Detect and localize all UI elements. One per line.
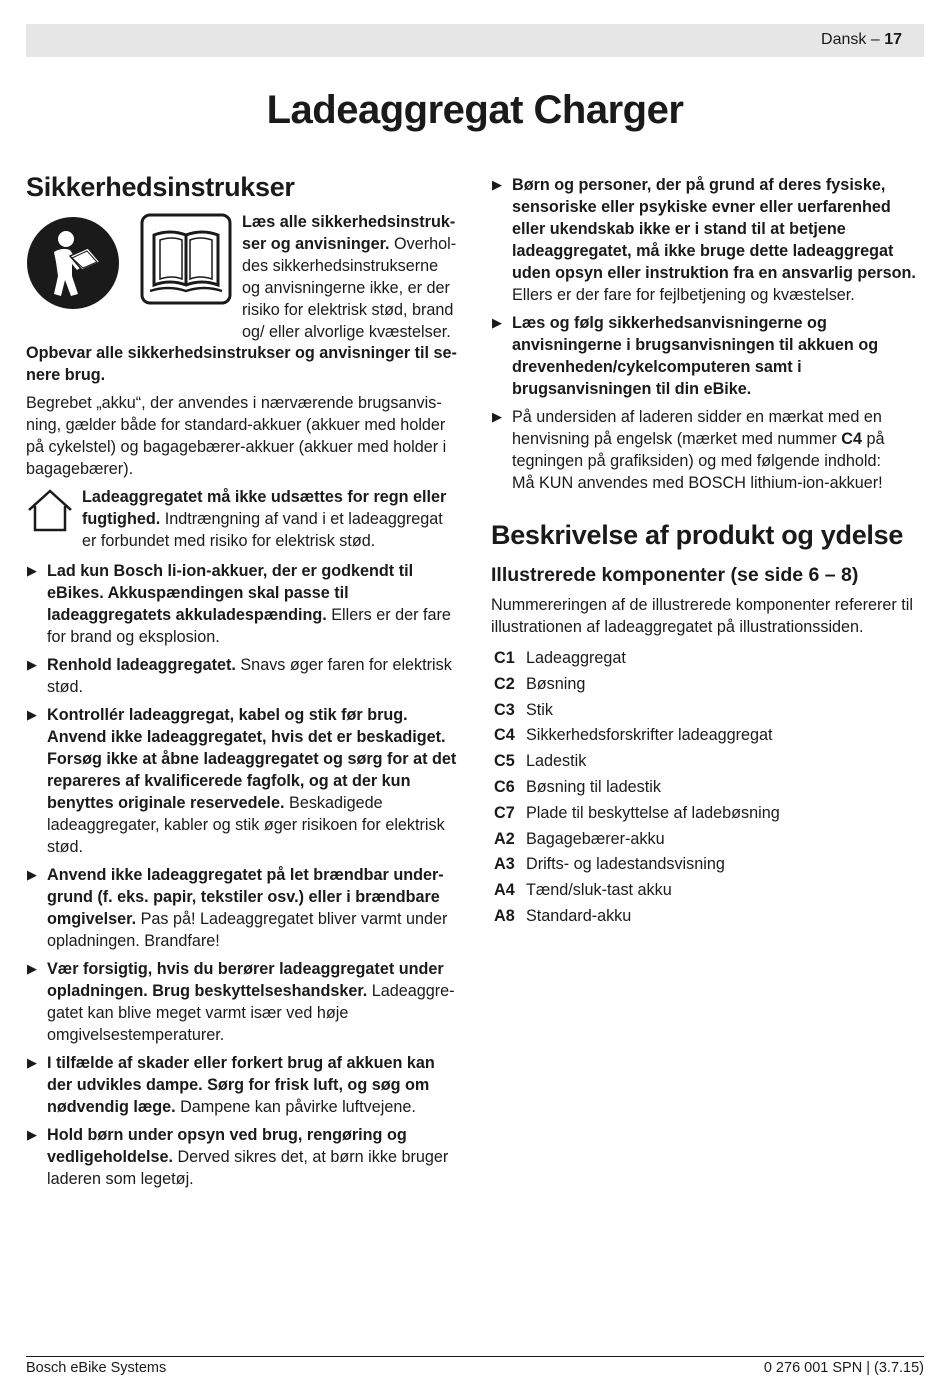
read-manual-icon: [26, 216, 120, 310]
list-item: [26, 704, 460, 858]
label-text-before: På undersiden af laderen sidder en mærkat med en henvisning på engelsk (mærket med nummer: [512, 408, 882, 448]
component-code: C5: [494, 752, 515, 771]
right-column: [491, 174, 925, 930]
bullet-bold: Renhold ladeaggregatet.: [47, 656, 236, 674]
component-code: C4: [494, 726, 515, 745]
component-code: C1: [494, 649, 515, 667]
house-warning-text: Indtrængning af vand i et ladeaggregat er forbundet med risiko for elektrisk stød.: [82, 510, 443, 550]
safety-intro-text: [242, 211, 460, 343]
bullet-arrow-icon: ▶: [27, 707, 37, 722]
footer-left: Bosch eBike Systems: [26, 1360, 167, 1376]
list-item: [491, 904, 925, 930]
page-header: [26, 24, 924, 57]
left-column: [26, 170, 460, 1196]
component-code: A3: [494, 855, 515, 874]
list-item: [491, 723, 925, 749]
bullet-arrow-icon: ▶: [27, 563, 37, 578]
components-list: [491, 646, 925, 930]
bullet-arrow-icon: ▶: [27, 1127, 37, 1142]
components-subheading: Illustrerede komponenter (se side 6 – 8): [491, 564, 859, 586]
bullet-arrow-icon: ▶: [27, 867, 37, 882]
header-language: Dansk: [821, 31, 867, 48]
components-intro: Nummereringen af de illustrerede komponenter refererer til illustrationen af ladeaggregatet på illustrationssiden.: [491, 596, 913, 636]
list-item: [491, 672, 925, 698]
list-item: [491, 852, 925, 878]
component-label: Standard-akku: [526, 906, 632, 925]
label-code: C4: [841, 430, 862, 448]
component-code: C7: [494, 803, 515, 822]
bullet-text: Snavs øger faren for elektrisk stød.: [47, 656, 452, 696]
bullet-arrow-icon: ▶: [27, 1055, 37, 1070]
header-separator: –: [866, 31, 885, 48]
list-item: [491, 878, 925, 904]
intro-bold: Læs alle sikkerhedsinstrukser og anvisninger.: [242, 213, 456, 253]
component-code: A2: [494, 829, 515, 848]
product-description-heading: Beskrivelse af produkt og ydelse: [491, 520, 904, 550]
component-code: A8: [494, 906, 515, 925]
list-item: [26, 958, 460, 1046]
safety-intro-block: [26, 168, 460, 346]
label-text-after: på tegningen på grafiksiden) og med følgende indhold:: [512, 430, 885, 470]
component-label: Bøsning: [526, 674, 586, 693]
component-label: Sikkerhedsforskrifter ladeaggregat: [526, 726, 773, 745]
list-item: [491, 698, 925, 724]
component-code: A4: [494, 881, 515, 900]
bullet-arrow-icon: ▶: [492, 409, 502, 424]
bullet-arrow-icon: ▶: [492, 315, 502, 330]
bullet-text: Ellers er der fare for fejlbetjening og kvæstelser.: [512, 286, 855, 304]
safety-heading: Sikkerhedsinstrukser: [26, 172, 295, 202]
manual-book-icon: [140, 213, 232, 305]
akku-definition: Begrebet „akku“, der anvendes i nærværende brugsanvisning, gælder både for standard-akkuer (akkuer med holder på cykelstel) og bagagebærer-akkuer (akkuer med holder i bagagebærer).: [26, 394, 447, 478]
component-label: Bøsning til ladestik: [526, 777, 661, 796]
indoor-use-warning: [26, 486, 460, 552]
component-label: Ladestik: [526, 752, 587, 771]
list-item: [26, 1052, 460, 1118]
bullet-text: Ladeaggregatet kan blive meget varmt især ved høje omgivelsestemperaturer.: [47, 982, 455, 1044]
list-item: [491, 406, 925, 494]
bullet-text: Pas på! Ladeaggregatet bliver varmt under opladningen. Brandfare!: [47, 910, 448, 950]
bullet-bold: Læs og følg sikkerhedsanvisningerne og anvisningerne i brugsanvisningen til akkuen og drevenheden/cykelcomputeren samt i brugsanvisningen til din eBike.: [512, 314, 879, 398]
bullet-bold: Anvend ikke ladeaggregatet på let brændbar undergrund (f. eks. papir, tekstiler osv.) eller i brændbare omgivelser.: [47, 866, 444, 928]
bullet-bold: Vær forsigtig, hvis du berører ladeaggregatet under opladningen. Brug beskyttelseshandsker.: [47, 960, 444, 1000]
label-line: Må KUN anvendes med BOSCH lithium-ion-akkuer!: [512, 474, 883, 492]
bullet-text: Beskadigede ladeaggregater, kabler og stik øger risikoen for elektrisk stød.: [47, 794, 445, 856]
intro-normal: Overholdes sikkerhedsinstrukserne og anvisningerne ikke, er der risiko for elektrisk stød, brand og/ eller alvorlige kvæstelser.: [242, 235, 457, 341]
component-code: C2: [494, 674, 515, 693]
bullet-arrow-icon: ▶: [27, 961, 37, 976]
bullet-bold: Kontrollér ladeaggregat, kabel og stik før brug. Anvend ikke ladeaggregatet, hvis det er beskadiget. Forsøg ikke at åbne ladeaggregatet og sørg for at det repareres af kvalificerede fagfolk, og at der kun benyttes originale reservedele.: [47, 706, 457, 812]
bullet-bold: Børn og personer, der på grund af deres fysiske, sensoriske eller psykiske evner eller uerfarenhed eller ukendskab ikke er i stand til at betjene ladeaggregatet, må ikke bruge dette ladeaggregat uden opsyn eller instruktion fra en ansvarlig person.: [512, 176, 916, 282]
house-warning-bold: Ladeaggregatet må ikke udsættes for regn eller fugtighed.: [82, 488, 447, 528]
component-code: C6: [494, 777, 515, 796]
component-label: Plade til beskyttelse af ladebøsning: [526, 803, 780, 822]
bullet-arrow-icon: ▶: [492, 177, 502, 192]
bullet-text: Dampene kan påvirke luftvejene.: [175, 1098, 416, 1116]
list-item: [491, 646, 925, 672]
component-label: Ladeaggregat: [526, 649, 626, 667]
page-title: Ladeaggregat Charger: [266, 88, 684, 132]
list-item: [26, 654, 460, 698]
list-item: [491, 174, 925, 306]
bullet-text: Derved sikres det, at børn ikke bruger laderen som legetøj.: [47, 1148, 449, 1188]
component-label: Stik: [526, 700, 553, 719]
footer-divider: [26, 1356, 924, 1357]
bullet-arrow-icon: ▶: [27, 657, 37, 672]
bullet-bold: Lad kun Bosch li-ion-akkuer, der er godkendt til eBikes. Akkuspændingen skal passe til ladeaggregatets akkuladespænding.: [47, 562, 414, 624]
list-item: [491, 801, 925, 827]
footer-right: 0 276 001 SPN | (3.7.15): [763, 1360, 924, 1376]
component-code: C3: [494, 700, 515, 719]
bullet-bold: Hold børn under opsyn ved brug, rengøring og vedligeholdelse.: [47, 1126, 407, 1166]
list-item: [26, 560, 460, 648]
component-label: Tænd/sluk-tast akku: [526, 881, 672, 900]
page-number: 17: [884, 31, 902, 48]
list-item: [491, 312, 925, 400]
list-item: [26, 864, 460, 952]
indoor-use-house-icon: [26, 486, 74, 534]
list-item: [26, 1124, 460, 1190]
left-bullet-list: [26, 560, 460, 1190]
list-item: [491, 749, 925, 775]
keep-instructions: [26, 342, 460, 386]
list-item: [491, 775, 925, 801]
list-item: [491, 827, 925, 853]
bullet-bold: I tilfælde af skader eller forkert brug af akkuen kan der udvikles dampe. Sørg for frisk luft, og søg om nødvendig læge.: [47, 1054, 435, 1116]
keep-instructions-bold: Opbevar alle sikkerhedsinstrukser og anvisninger til senere brug.: [26, 344, 457, 384]
header-text: [821, 31, 902, 49]
component-label: Drifts- og ladestandsvisning: [526, 855, 725, 874]
bullet-text: Ellers er der fare for brand og eksplosion.: [47, 606, 451, 646]
component-label: Bagagebærer-akku: [526, 829, 665, 848]
right-bullet-list: [491, 174, 925, 494]
